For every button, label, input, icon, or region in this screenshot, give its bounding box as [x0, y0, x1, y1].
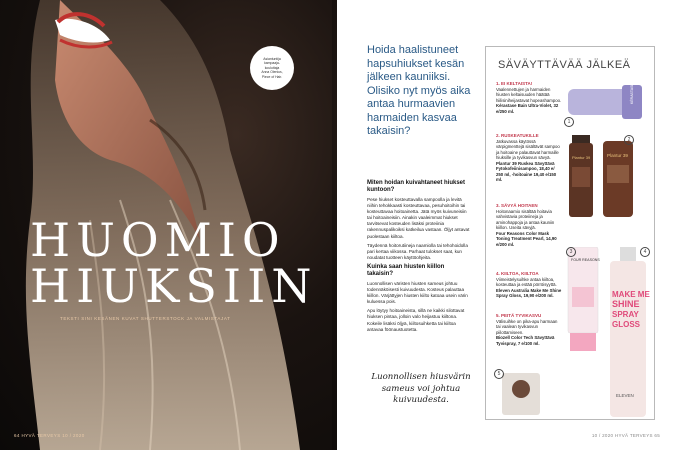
- right-page: [337, 0, 674, 450]
- product-1-number: 1: [564, 117, 574, 127]
- product-3-price: 14,90 e/200 ml.: [496, 236, 557, 247]
- product-4-label-1: MAKE ME: [612, 290, 650, 299]
- product-1-brand: KÉRASTASE: [630, 83, 634, 104]
- product-4-text: [496, 271, 562, 299]
- right-page-footer: 10 / 2020 HYVÄ TERVEYS 65: [591, 433, 660, 438]
- section-1-heading: Miten hoidan kuivahtaneet hiukset kuntoon?: [367, 180, 466, 193]
- product-4-description: Viimeistelysuihke antaa kiiltoa, kosteuttaa ja estää pörröisyyttä.: [496, 276, 557, 287]
- product-1-price: 32 e/250 ml.: [496, 103, 559, 114]
- pull-quote: Luonnollisen hiusvärin sameus voi johtua kuivuudesta.: [371, 372, 471, 405]
- section-2-heading: Kuinka saan hiusten kiillon takaisin?: [367, 263, 445, 277]
- product-5-text: [496, 313, 562, 346]
- product-4-heading: 4. KIILTOA, KIILTOA: [496, 271, 539, 276]
- product-3-image: [566, 247, 600, 353]
- left-page-footer: 64 HYVÄ TERVEYS 10 / 2020: [14, 433, 85, 438]
- product-5-image: [500, 367, 542, 415]
- photo-credit: TEKSTI SINI KESÄNEN KUVAT SHUTTERSTOCK JA VALMISTAJAT: [60, 316, 231, 321]
- section-2-paragraph-1: Luonnollisen väristen hiusten sameus johtuu todennäköisesti kuivuudesta. Kosteus palauttaa kiillon. Värjättyjen hiusten kiilto katoaa usein värin kuluessa pois.: [367, 280, 468, 305]
- product-5-heading: 5. PEITÄ TYVIKASVU: [496, 313, 542, 318]
- product-2-description: Jatkuvassa käytössä värpigmenttejä sisältävät sampoo ja hoitoaine palauttavat harmaille hiuksille ja tyvikasvun sävyä.: [496, 138, 560, 160]
- product-5-name: Biozell Color Tech Sävyttävä Tyvispray,: [496, 335, 555, 346]
- product-3-name: Four Reasons Color Mask Toning Treatment Pearl,: [496, 230, 550, 241]
- section-1-paragraph-2: Täydennä hoitorutiineja naamiolla tai tehohoidolla pari kertaa viikossa. Parhaat tulokset saat, kun noudatat tuotteen käyttöohjeita.: [367, 242, 468, 260]
- section-1-paragraph-1: Pese hiukset kosteuttavalla sampoolla ja levitä niihin tehokkaasti kosteuttavaa, pesuhoitoihin tai kosteuttavaa hoitoainetta. Jätä myös kuivuneisiin tai hoitoaineisiin. Ainakin vaaleimmat hiukset tarvitsevat kosteuden lisäksi proteiinia rakennuspalikoiksi katkeilua vastaan. Öljyt antavat puolestaan kiiltoa.: [367, 197, 470, 239]
- product-1-name: Kérastase Bain Ultra-Violet,: [496, 103, 553, 108]
- product-2b-brand: Plantur 39: [607, 153, 628, 158]
- product-1-image: [566, 81, 644, 123]
- product-2-heading: 2. RUSKEATUKILLE: [496, 133, 539, 138]
- expert-bubble-text: Asiantuntija kampaaja- kouluttaja Anna Olenius, Piece of Hair.: [261, 56, 283, 79]
- product-2-number: 2: [624, 135, 634, 145]
- article-body: [367, 180, 471, 336]
- lead-paragraph: Hoida haalistuneet hapsuhiukset kesän jälkeen kauniiksi. Olisiko nyt myös aika antaa hurmaavien harmaiden kasvaa takaisin?: [367, 44, 471, 137]
- title-line-2: HIUKSIIN: [30, 259, 318, 313]
- product-3-heading: 3. SÄVYÄ HOITAEN: [496, 203, 538, 208]
- product-4-number: 4: [640, 247, 650, 257]
- product-2a-brand: Plantur 39: [572, 155, 591, 160]
- product-4-label-3: SPRAY: [612, 310, 639, 319]
- product-2-name: Plantur 39 Ruskea Sävyttävä Fytokofeiinisampoo,: [496, 160, 555, 171]
- product-5-description: Välisuihke on pika-apu harmaan tai vaalean tyvikasvun piilottamiseen.: [496, 318, 558, 335]
- product-box: [485, 46, 655, 420]
- product-4-label-4: GLOSS: [612, 320, 641, 329]
- section-2-paragraph-2: Apu löytyy hoitoaineista, sillä ne kaikki silottavat hiuksen pintaa, jolloin valo heijastuu kiiltona. Kokeile lisäksi öljyä, kiiltosuihketta tai kiiltoa antavaa föönaustuotetta.: [367, 308, 465, 332]
- product-5-price: 7 e/100 ml.: [517, 340, 540, 346]
- product-1-heading: 1. EI KELTAISTA!: [496, 81, 533, 86]
- expert-bubble: [250, 46, 294, 90]
- product-box-title: SÄVÄYTTÄVÄÄ JÄLKEÄ: [498, 59, 631, 71]
- product-4-name: Eleven Australia Make Me Shine Spray Gloss,: [496, 287, 562, 298]
- product-1-text: [496, 81, 562, 114]
- title-line-1: HUOMIO: [30, 213, 286, 267]
- product-2-price: 18,40 e/ 250 ml, -hoitoaine 19,40 e/150 ml.: [496, 166, 557, 182]
- product-3-brand: FOUR REASONS: [571, 258, 600, 262]
- product-4-price: 19,90 e/200 ml.: [523, 293, 554, 298]
- product-2-text: [496, 133, 562, 183]
- product-3-number: 3: [566, 247, 576, 257]
- product-5-number: 5: [494, 369, 504, 379]
- product-4-brand: ELEVEN: [616, 393, 634, 398]
- product-4-image: [606, 247, 650, 417]
- product-1-description: Vaalennettujen ja harmaiden hiusten keltaisuuden häätää hiilisiniheijastavat hopeashampoo.: [496, 86, 562, 103]
- product-2a-image: [566, 135, 596, 217]
- product-3-description: Hoitonaamio sisältää hoitavia vahvistavia proteiineja ja aminohappoja ja antaa kauniin kiillon. Useita sävyjä.: [496, 208, 555, 230]
- product-2b-image: [600, 141, 636, 217]
- product-3-text: [496, 203, 562, 247]
- product-4-label-2: SHINE: [612, 299, 640, 309]
